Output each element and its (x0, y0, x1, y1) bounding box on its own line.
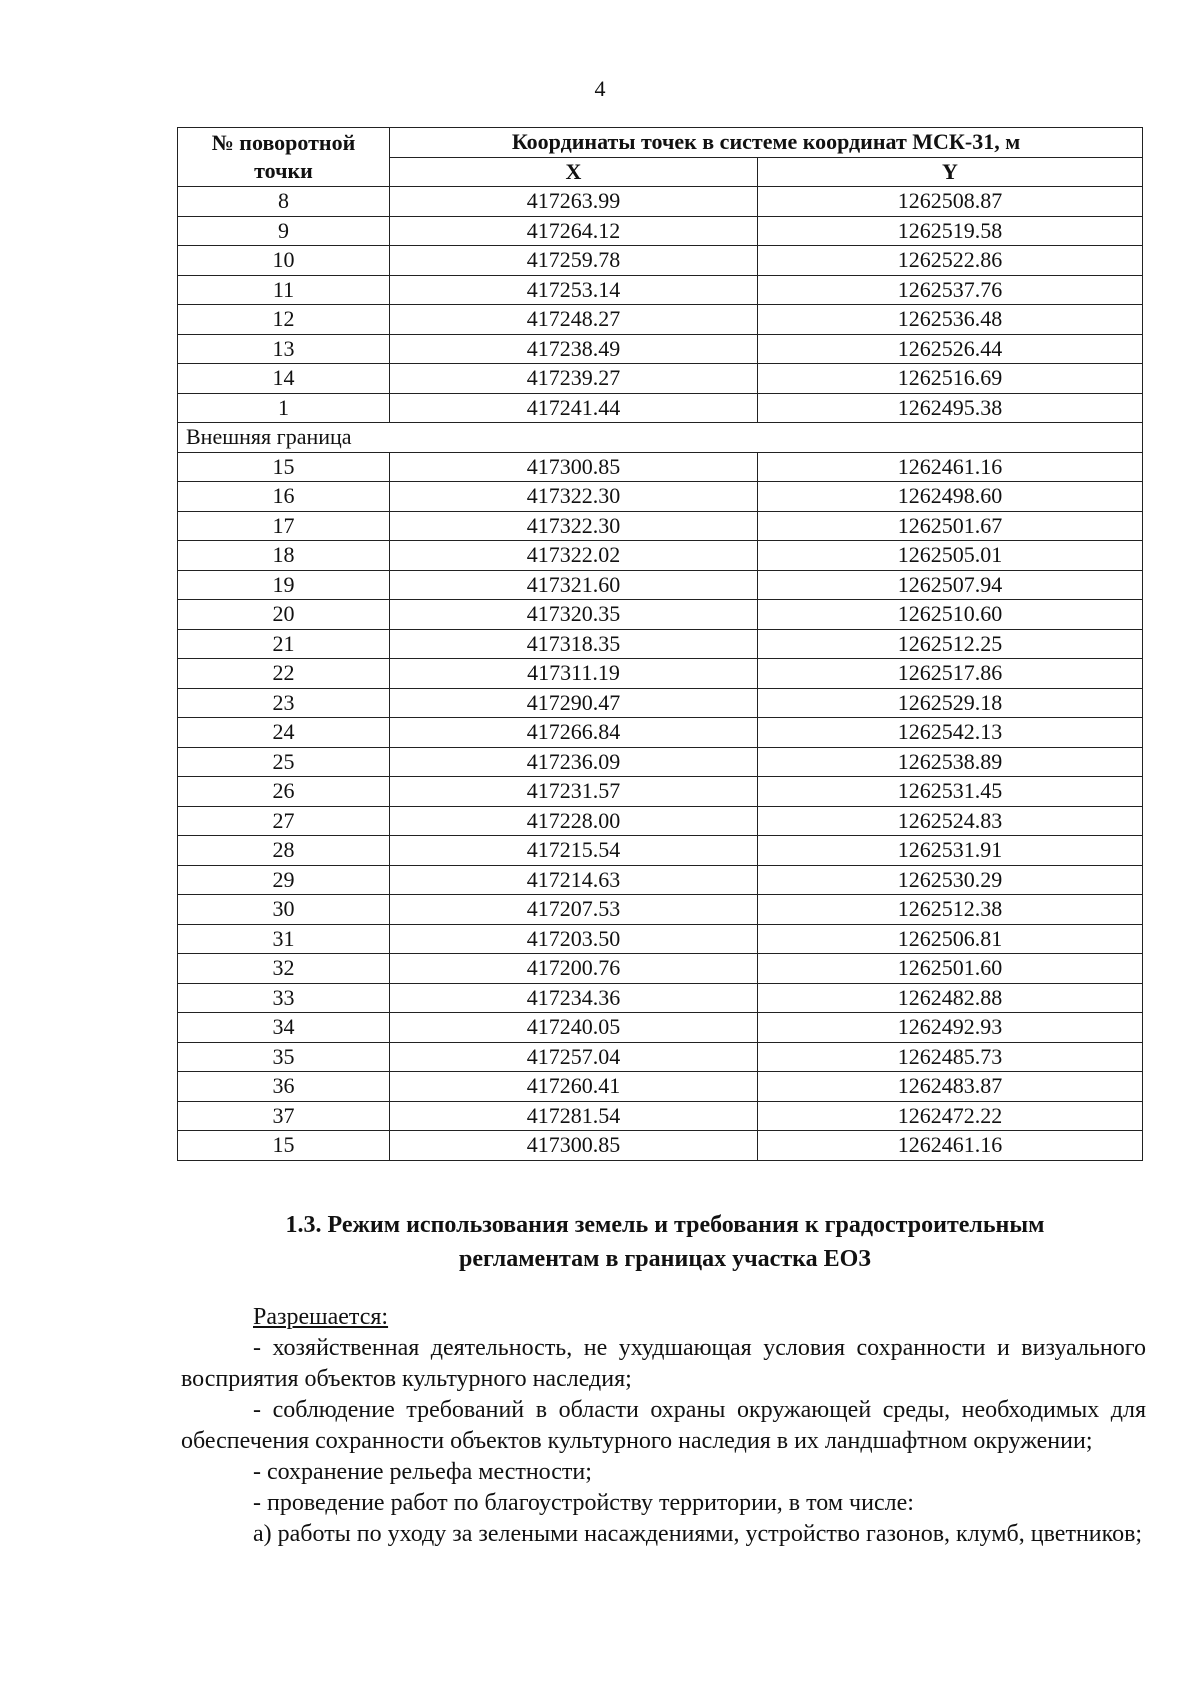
point-number-cell: 19 (178, 570, 390, 600)
y-coordinate-cell: 1262495.38 (758, 393, 1143, 423)
table-row (178, 895, 1143, 925)
table-row (178, 570, 1143, 600)
point-number-cell: 33 (178, 983, 390, 1013)
x-coordinate-cell: 417266.84 (390, 718, 758, 748)
header-x: X (390, 157, 758, 187)
y-coordinate-cell: 1262517.86 (758, 659, 1143, 689)
table-row (178, 275, 1143, 305)
point-number-cell: 15 (178, 1131, 390, 1161)
table-row (178, 187, 1143, 217)
y-coordinate-cell: 1262501.67 (758, 511, 1143, 541)
y-coordinate-cell: 1262461.16 (758, 1131, 1143, 1161)
coordinates-table (177, 127, 1143, 1161)
x-coordinate-cell: 417318.35 (390, 629, 758, 659)
y-coordinate-cell: 1262512.38 (758, 895, 1143, 925)
y-coordinate-cell: 1262530.29 (758, 865, 1143, 895)
table-row (178, 1101, 1143, 1131)
y-coordinate-cell: 1262510.60 (758, 600, 1143, 630)
section-title-line1: 1.3. Режим использования земель и требования к градостроительным (285, 1212, 1045, 1238)
table-row (178, 659, 1143, 689)
x-coordinate-cell: 417321.60 (390, 570, 758, 600)
page-number: 4 (594, 76, 606, 101)
table-row (178, 334, 1143, 364)
section-title (0, 1208, 1200, 1276)
x-coordinate-cell: 417236.09 (390, 747, 758, 777)
y-coordinate-cell: 1262483.87 (758, 1072, 1143, 1102)
table-row (178, 1131, 1143, 1161)
header-y: Y (758, 157, 1143, 187)
x-coordinate-cell: 417300.85 (390, 1131, 758, 1161)
x-coordinate-cell: 417257.04 (390, 1042, 758, 1072)
table-row (178, 777, 1143, 807)
y-coordinate-cell: 1262531.91 (758, 836, 1143, 866)
header-point-number-line1: № поворотной (211, 130, 356, 155)
y-coordinate-cell: 1262506.81 (758, 924, 1143, 954)
y-coordinate-cell: 1262522.86 (758, 246, 1143, 276)
y-coordinate-cell: 1262508.87 (758, 187, 1143, 217)
y-coordinate-cell: 1262507.94 (758, 570, 1143, 600)
point-number-cell: 1 (178, 393, 390, 423)
x-coordinate-cell: 417290.47 (390, 688, 758, 718)
x-coordinate-cell: 417264.12 (390, 216, 758, 246)
y-coordinate-cell: 1262505.01 (758, 541, 1143, 571)
x-coordinate-cell: 417260.41 (390, 1072, 758, 1102)
section-title-line2: регламентам в границах участка ЕОЗ (459, 1246, 871, 1272)
x-coordinate-cell: 417207.53 (390, 895, 758, 925)
point-number-cell: 14 (178, 364, 390, 394)
point-number-cell: 8 (178, 187, 390, 217)
x-coordinate-cell: 417281.54 (390, 1101, 758, 1131)
point-number-cell: 18 (178, 541, 390, 571)
table-row (178, 1013, 1143, 1043)
point-number-cell: 11 (178, 275, 390, 305)
point-number-cell: 27 (178, 806, 390, 836)
header-point-number (178, 128, 390, 187)
point-number-cell: 31 (178, 924, 390, 954)
list-item: - проведение работ по благоустройству территории, в том числе: (253, 1490, 914, 1516)
table-row (178, 305, 1143, 335)
separator-label: Внешняя граница (178, 423, 1143, 453)
table-row (178, 364, 1143, 394)
x-coordinate-cell: 417241.44 (390, 393, 758, 423)
y-coordinate-cell: 1262542.13 (758, 718, 1143, 748)
table-row (178, 836, 1143, 866)
x-coordinate-cell: 417311.19 (390, 659, 758, 689)
point-number-cell: 26 (178, 777, 390, 807)
x-coordinate-cell: 417253.14 (390, 275, 758, 305)
table-row (178, 452, 1143, 482)
y-coordinate-cell: 1262501.60 (758, 954, 1143, 984)
list-item: - сохранение рельефа местности; (253, 1459, 592, 1485)
x-coordinate-cell: 417228.00 (390, 806, 758, 836)
point-number-cell: 32 (178, 954, 390, 984)
y-coordinate-cell: 1262485.73 (758, 1042, 1143, 1072)
separator-row (178, 423, 1143, 453)
table-row (178, 1072, 1143, 1102)
y-coordinate-cell: 1262538.89 (758, 747, 1143, 777)
table-body-inner (178, 187, 1143, 423)
x-coordinate-cell: 417322.30 (390, 511, 758, 541)
point-number-cell: 12 (178, 305, 390, 335)
y-coordinate-cell: 1262529.18 (758, 688, 1143, 718)
point-number-cell: 28 (178, 836, 390, 866)
y-coordinate-cell: 1262516.69 (758, 364, 1143, 394)
x-coordinate-cell: 417231.57 (390, 777, 758, 807)
x-coordinate-cell: 417203.50 (390, 924, 758, 954)
y-coordinate-cell: 1262536.48 (758, 305, 1143, 335)
y-coordinate-cell: 1262512.25 (758, 629, 1143, 659)
y-coordinate-cell: 1262531.45 (758, 777, 1143, 807)
table-row (178, 688, 1143, 718)
x-coordinate-cell: 417234.36 (390, 983, 758, 1013)
allowed-heading: Разрешается: (253, 1304, 389, 1330)
x-coordinate-cell: 417240.05 (390, 1013, 758, 1043)
y-coordinate-cell: 1262526.44 (758, 334, 1143, 364)
x-coordinate-cell: 417322.02 (390, 541, 758, 571)
x-coordinate-cell: 417238.49 (390, 334, 758, 364)
y-coordinate-cell: 1262524.83 (758, 806, 1143, 836)
table-body-outer (178, 452, 1143, 1160)
list-item: - хозяйственная деятельность, не ухудшающая условия сохранности и визуального восприятия объектов культурного наследия; (181, 1335, 1146, 1392)
table-row (178, 541, 1143, 571)
point-number-cell: 16 (178, 482, 390, 512)
x-coordinate-cell: 417322.30 (390, 482, 758, 512)
x-coordinate-cell: 417263.99 (390, 187, 758, 217)
x-coordinate-cell: 417215.54 (390, 836, 758, 866)
y-coordinate-cell: 1262461.16 (758, 452, 1143, 482)
y-coordinate-cell: 1262537.76 (758, 275, 1143, 305)
point-number-cell: 36 (178, 1072, 390, 1102)
table-row (178, 865, 1143, 895)
point-number-cell: 24 (178, 718, 390, 748)
list-item: а) работы по уходу за зелеными насаждениями, устройство газонов, клумб, цветников; (253, 1521, 1143, 1547)
table-row (178, 747, 1143, 777)
x-coordinate-cell: 417200.76 (390, 954, 758, 984)
header-coordinates: Координаты точек в системе координат МСК-31, м (390, 128, 1143, 158)
x-coordinate-cell: 417259.78 (390, 246, 758, 276)
point-number-cell: 15 (178, 452, 390, 482)
table-row (178, 924, 1143, 954)
table-row (178, 216, 1143, 246)
table-row (178, 983, 1143, 1013)
table-row (178, 246, 1143, 276)
table-row (178, 600, 1143, 630)
point-number-cell: 37 (178, 1101, 390, 1131)
x-coordinate-cell: 417214.63 (390, 865, 758, 895)
point-number-cell: 13 (178, 334, 390, 364)
table-row (178, 718, 1143, 748)
point-number-cell: 9 (178, 216, 390, 246)
point-number-cell: 20 (178, 600, 390, 630)
table-row (178, 511, 1143, 541)
point-number-cell: 29 (178, 865, 390, 895)
table-row (178, 482, 1143, 512)
point-number-cell: 34 (178, 1013, 390, 1043)
y-coordinate-cell: 1262519.58 (758, 216, 1143, 246)
point-number-cell: 21 (178, 629, 390, 659)
point-number-cell: 23 (178, 688, 390, 718)
x-coordinate-cell: 417320.35 (390, 600, 758, 630)
point-number-cell: 10 (178, 246, 390, 276)
point-number-cell: 30 (178, 895, 390, 925)
header-point-number-line2: точки (254, 158, 313, 183)
table-row (178, 954, 1143, 984)
point-number-cell: 22 (178, 659, 390, 689)
table-row (178, 806, 1143, 836)
table-row (178, 629, 1143, 659)
table-row (178, 1042, 1143, 1072)
point-number-cell: 17 (178, 511, 390, 541)
y-coordinate-cell: 1262498.60 (758, 482, 1143, 512)
point-number-cell: 35 (178, 1042, 390, 1072)
table-row (178, 393, 1143, 423)
y-coordinate-cell: 1262472.22 (758, 1101, 1143, 1131)
point-number-cell: 25 (178, 747, 390, 777)
list-item: - соблюдение требований в области охраны окружающей среды, необходимых для обеспечения сохранности объектов культурного наследия в их ландшафтном окружении; (181, 1397, 1146, 1454)
y-coordinate-cell: 1262492.93 (758, 1013, 1143, 1043)
x-coordinate-cell: 417239.27 (390, 364, 758, 394)
body-text (181, 1302, 1146, 1550)
x-coordinate-cell: 417300.85 (390, 452, 758, 482)
x-coordinate-cell: 417248.27 (390, 305, 758, 335)
y-coordinate-cell: 1262482.88 (758, 983, 1143, 1013)
